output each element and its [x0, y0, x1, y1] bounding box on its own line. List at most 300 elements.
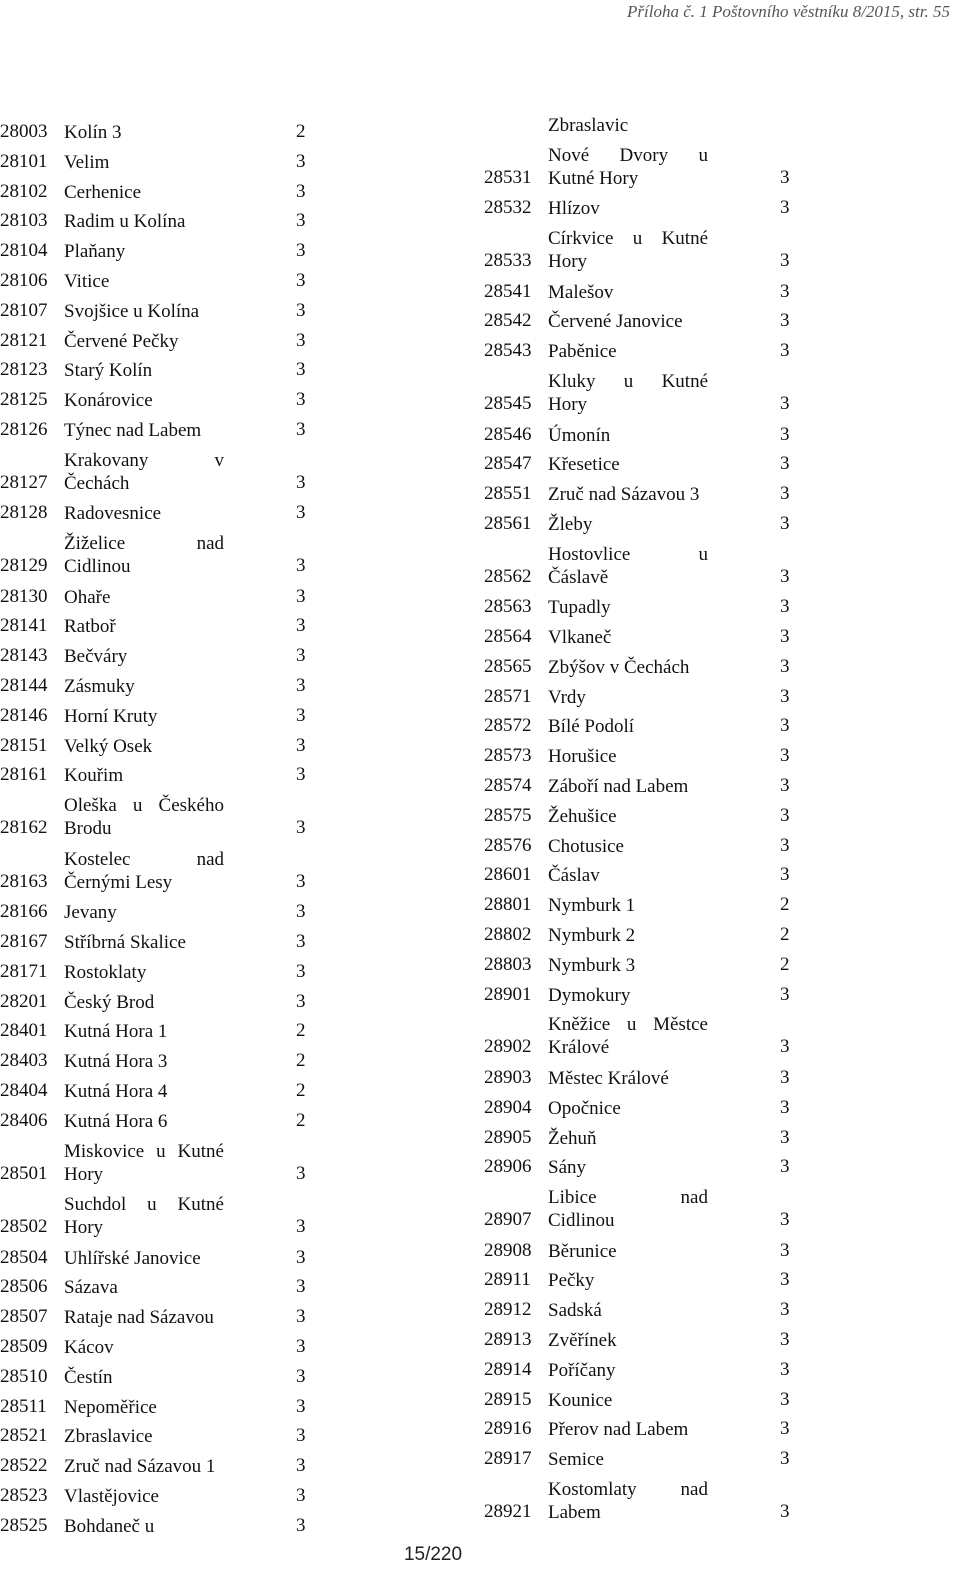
- postal-code: 28171: [0, 960, 48, 982]
- category-value: 3: [780, 1209, 790, 1231]
- place-name-line: Vlastějovice: [64, 1486, 159, 1507]
- place-name-line: Církvice u Kutné: [548, 228, 708, 250]
- category-value: 3: [780, 250, 790, 272]
- category-value: 3: [780, 864, 790, 886]
- place-name: [64, 645, 224, 668]
- category-value: 3: [780, 1418, 790, 1440]
- postal-code: 28501: [0, 1162, 48, 1184]
- category-value: 3: [296, 960, 306, 982]
- place-name: [64, 1396, 224, 1419]
- place-name: [64, 1140, 224, 1186]
- postal-code: 28525: [0, 1514, 48, 1536]
- place-name-line: Čestín: [64, 1366, 113, 1388]
- place-name: [64, 1366, 224, 1389]
- place-name: [548, 1299, 708, 1322]
- postal-code: 28574: [484, 775, 532, 796]
- postal-code: 28905: [484, 1126, 532, 1148]
- postal-code: 28546: [484, 423, 532, 445]
- category-value: 3: [296, 389, 306, 411]
- category-value: 3: [296, 299, 306, 321]
- place-name-line: Kostomlaty nad: [548, 1479, 708, 1500]
- place-name: [64, 389, 224, 412]
- place-name: [64, 586, 224, 609]
- postal-code: 28521: [0, 1425, 48, 1447]
- place-name-line: Hory: [548, 394, 588, 415]
- category-value: 3: [780, 1388, 790, 1410]
- postal-code: 28163: [0, 870, 48, 892]
- place-name: [548, 1389, 708, 1412]
- category-value: 3: [296, 1246, 306, 1268]
- place-name: [548, 1097, 708, 1120]
- postal-code: 28144: [0, 675, 48, 696]
- category-value: 3: [780, 393, 790, 414]
- category-value: 3: [296, 675, 306, 696]
- place-name: [64, 210, 224, 233]
- category-value: 3: [296, 555, 306, 577]
- postal-code: 28911: [484, 1269, 531, 1291]
- category-value: 3: [780, 310, 790, 332]
- place-name: [548, 340, 708, 363]
- category-value: 3: [296, 180, 306, 202]
- postal-code: 28151: [0, 734, 48, 756]
- postal-code: 28523: [0, 1485, 48, 1506]
- category-value: 3: [296, 645, 306, 667]
- place-name-line: Králové: [548, 1037, 610, 1059]
- place-name: [64, 270, 224, 293]
- place-name-line: Krakovany v: [64, 449, 224, 471]
- postal-code: 28601: [484, 864, 532, 886]
- category-value: 3: [296, 1485, 306, 1506]
- category-value: 3: [296, 704, 306, 726]
- place-name-line: Starý Kolín: [64, 360, 153, 382]
- place-name-line: Hory: [64, 1163, 104, 1185]
- place-name-line: Miskovice u Kutné: [64, 1140, 224, 1162]
- page-number: 15/220: [403, 1544, 463, 1565]
- place-name: [64, 735, 224, 758]
- category-value: 3: [780, 1126, 790, 1148]
- place-name-line: Sázava: [64, 1277, 118, 1299]
- place-name-line: Chotusice: [548, 835, 624, 857]
- place-name-line: Hostovlice u: [548, 543, 708, 565]
- postal-code: 28562: [484, 565, 532, 587]
- place-name: [548, 1013, 708, 1059]
- category-value: 3: [780, 1036, 790, 1058]
- category-value: 3: [296, 817, 306, 839]
- place-name-line: Opočnice: [548, 1097, 621, 1119]
- place-name: [548, 483, 708, 506]
- place-name-line: Bílé Podolí: [548, 716, 635, 738]
- place-name-line: Zruč nad Sázavou 1: [64, 1456, 216, 1478]
- category-value: 3: [296, 359, 306, 381]
- postal-code: 28125: [0, 389, 48, 411]
- place-name: [548, 227, 708, 273]
- postal-code: 28121: [0, 329, 48, 351]
- place-name: [548, 835, 708, 858]
- category-value: 3: [296, 585, 306, 607]
- place-name: [64, 764, 224, 787]
- place-name-line: Libice nad: [548, 1187, 708, 1209]
- place-name-line: Červené Janovice: [548, 311, 683, 333]
- place-name: [64, 449, 224, 495]
- place-name-line: Nymburk 1: [548, 895, 636, 917]
- place-name-line: Labem: [548, 1502, 601, 1523]
- category-value: 3: [780, 340, 790, 362]
- category-value: 3: [780, 1358, 790, 1380]
- postal-code: 28915: [484, 1388, 532, 1410]
- place-name: [548, 1156, 708, 1179]
- category-value: 3: [780, 1156, 790, 1178]
- postal-code: 28106: [0, 270, 48, 291]
- place-name: [548, 513, 708, 536]
- category-value: 3: [296, 471, 306, 493]
- postal-code: 28913: [484, 1329, 532, 1350]
- place-name: [548, 1418, 708, 1441]
- place-name-line: Ratboř: [64, 616, 116, 638]
- place-name-line: Bečváry: [64, 646, 128, 668]
- postal-code: 28102: [0, 180, 48, 202]
- place-name-line: Běrunice: [548, 1240, 617, 1262]
- postal-code: 28803: [484, 953, 532, 975]
- postal-code: 28127: [0, 471, 48, 493]
- postal-code: 28404: [0, 1080, 48, 1101]
- place-name-line: Suchdol u Kutné: [64, 1194, 224, 1216]
- category-value: 2: [780, 894, 790, 916]
- place-name-line: Kutná Hora 3: [64, 1051, 168, 1073]
- place-name: [64, 1020, 224, 1043]
- place-name: [64, 794, 224, 840]
- place-name: [64, 1515, 224, 1538]
- place-name: [548, 596, 708, 619]
- place-name-line: Rostoklaty: [64, 961, 147, 983]
- category-value: 3: [780, 715, 790, 737]
- place-name: [64, 1050, 224, 1073]
- place-name: [548, 370, 708, 416]
- place-name-line: Červené Pečky: [64, 330, 179, 352]
- category-value: 3: [780, 453, 790, 475]
- place-name-line: Kutná Hora 1: [64, 1021, 168, 1043]
- place-name: [548, 745, 708, 768]
- postal-code: 28522: [0, 1455, 48, 1477]
- place-name-line: Radovesnice: [64, 503, 162, 525]
- place-name: [548, 144, 708, 190]
- postal-code: 28166: [0, 901, 48, 923]
- category-value: 3: [296, 931, 306, 952]
- category-value: 3: [296, 1306, 306, 1328]
- postal-code: 28802: [484, 924, 532, 945]
- postal-code: 28547: [484, 453, 532, 475]
- place-name-line: Kutná Hora 4: [64, 1081, 168, 1102]
- place-name: [64, 181, 224, 204]
- place-name-line: Jevany: [64, 902, 117, 924]
- place-name: [548, 954, 708, 977]
- category-value: 3: [780, 197, 790, 219]
- place-name-line: Zbýšov v Čechách: [548, 656, 690, 678]
- postal-code: 28201: [0, 990, 48, 1012]
- category-value: 3: [780, 655, 790, 677]
- place-name: [548, 805, 708, 828]
- category-value: 3: [296, 1425, 306, 1447]
- category-value: 3: [296, 901, 306, 923]
- place-name-line: Žehušice: [548, 805, 617, 827]
- place-name-line: Sány: [548, 1157, 586, 1179]
- place-name: [548, 1067, 708, 1090]
- postal-code: 28906: [484, 1156, 532, 1178]
- place-name: [548, 1478, 708, 1524]
- place-name-line: Tupadly: [548, 597, 611, 619]
- place-name: [548, 1359, 708, 1382]
- postal-code: 28545: [484, 393, 532, 414]
- place-name: [548, 864, 708, 887]
- postal-code: 28912: [484, 1299, 532, 1321]
- category-value: 3: [780, 1329, 790, 1350]
- place-name-line: Svojšice u Kolína: [64, 300, 200, 322]
- place-name: [548, 310, 708, 333]
- place-name-line: Úmonín: [548, 424, 611, 446]
- postal-code: 28916: [484, 1418, 532, 1440]
- postal-code: 28561: [484, 512, 532, 534]
- place-name-line: Kutná Hora 6: [64, 1110, 168, 1132]
- category-value: 3: [296, 734, 306, 756]
- place-name: [548, 1448, 708, 1471]
- place-name: [64, 300, 224, 323]
- postal-code: 28571: [484, 685, 532, 707]
- postal-code: 28576: [484, 834, 532, 856]
- place-name: [64, 705, 224, 728]
- place-name-line: Horní Kruty: [64, 705, 158, 727]
- postal-code: 28901: [484, 983, 532, 1005]
- place-name-line: Bohdaneč u: [64, 1515, 155, 1537]
- place-name: [64, 1425, 224, 1448]
- place-name-line: Žleby: [548, 513, 593, 535]
- place-name-line: Cidlinou: [548, 1210, 615, 1232]
- postal-code: 28103: [0, 210, 48, 232]
- place-name-line: Dymokury: [548, 984, 631, 1006]
- postal-code: 28401: [0, 1020, 48, 1042]
- postal-code: 28129: [0, 555, 48, 577]
- category-value: 3: [780, 1299, 790, 1321]
- postal-code: 28908: [484, 1239, 532, 1261]
- category-value: 3: [296, 150, 306, 172]
- postal-code: 28143: [0, 645, 48, 667]
- place-name-line: Vlkaneč: [548, 627, 612, 648]
- place-name: [64, 1485, 224, 1508]
- category-value: 3: [296, 210, 306, 232]
- category-value: 3: [296, 240, 306, 262]
- category-value: 2: [296, 1080, 306, 1101]
- place-name: [548, 1240, 708, 1263]
- postal-code: 28107: [0, 299, 48, 321]
- postal-code: 28575: [484, 804, 532, 826]
- category-value: 3: [780, 745, 790, 767]
- category-value: 3: [296, 1455, 306, 1477]
- postal-code: 28403: [0, 1050, 48, 1072]
- postal-code: 28104: [0, 240, 48, 262]
- place-name-line: Český Brod: [64, 991, 155, 1013]
- postal-code: 28907: [484, 1209, 532, 1231]
- place-name-line: Velký Osek: [64, 735, 153, 757]
- postal-code: 28563: [484, 596, 532, 618]
- place-name: [64, 848, 224, 894]
- category-value: 3: [296, 1336, 306, 1357]
- place-name-line: Kněžice u Městce: [548, 1014, 708, 1036]
- category-value: 3: [780, 565, 790, 587]
- category-value: 3: [296, 990, 306, 1012]
- place-name-line: Hory: [548, 251, 588, 273]
- category-value: 3: [780, 1096, 790, 1118]
- place-name: [64, 1193, 224, 1239]
- category-value: 3: [780, 775, 790, 796]
- place-name-line: Konárovice: [64, 390, 153, 412]
- place-name: [548, 1127, 708, 1150]
- postal-code: 28141: [0, 615, 48, 637]
- postal-code: 28532: [484, 197, 532, 219]
- category-value: 3: [296, 1395, 306, 1417]
- category-value: 3: [780, 512, 790, 534]
- place-name: [548, 715, 708, 738]
- category-value: 3: [780, 1239, 790, 1261]
- category-value: 2: [780, 953, 790, 975]
- category-value: 2: [780, 924, 790, 945]
- place-name: [64, 615, 224, 638]
- postal-code: 28509: [0, 1336, 48, 1357]
- postal-code: 28506: [0, 1276, 48, 1298]
- place-name: [548, 543, 708, 589]
- place-name-line: Zbraslavice: [64, 1426, 153, 1448]
- category-value: 2: [296, 1020, 306, 1042]
- place-name-line: Poříčany: [548, 1359, 616, 1381]
- place-name-line: Malešov: [548, 281, 614, 303]
- place-name: [548, 775, 708, 798]
- place-name-line: Sadská: [548, 1300, 602, 1322]
- place-name-line: Městec Králové: [548, 1067, 669, 1089]
- category-value: 3: [296, 1514, 306, 1536]
- place-name: [548, 924, 708, 947]
- place-name: [64, 1276, 224, 1299]
- place-name-line: Brodu: [64, 818, 112, 840]
- category-value: 3: [780, 423, 790, 445]
- postal-code: 28126: [0, 419, 48, 440]
- place-name: [548, 197, 708, 220]
- postal-code: 28564: [484, 626, 532, 647]
- place-name-line: Pečky: [548, 1270, 595, 1292]
- place-name-line: Cerhenice: [64, 181, 142, 203]
- place-name-line: Kouřim: [64, 765, 124, 787]
- place-name: [64, 330, 224, 353]
- place-name-line: Vrdy: [548, 686, 586, 708]
- place-name-line: Kounice: [548, 1389, 613, 1411]
- place-name: [64, 359, 224, 382]
- postal-code: 28123: [0, 359, 48, 381]
- postal-code: 28921: [484, 1501, 532, 1522]
- place-name: [548, 1269, 708, 1292]
- category-value: 3: [780, 685, 790, 707]
- place-name-line: Stříbrná Skalice: [64, 932, 186, 953]
- category-value: 3: [780, 626, 790, 647]
- postal-code: 28904: [484, 1096, 532, 1118]
- place-name-line: Nepoměřice: [64, 1396, 157, 1418]
- category-value: 2: [296, 1109, 306, 1131]
- category-value: 3: [780, 804, 790, 826]
- place-name-line: Zruč nad Sázavou 3: [548, 484, 700, 506]
- postal-code: 28130: [0, 585, 48, 607]
- place-name: [64, 1336, 224, 1359]
- category-value: 3: [296, 1216, 306, 1238]
- place-name-line: Čechách: [64, 472, 130, 494]
- postal-code: 28914: [484, 1358, 532, 1380]
- place-name: [548, 1186, 708, 1232]
- place-name: [64, 901, 224, 924]
- place-name: [64, 1247, 224, 1270]
- place-name: [548, 686, 708, 709]
- place-name-line: Kutné Hory: [548, 167, 639, 189]
- postal-code: 28101: [0, 150, 48, 172]
- category-value: 3: [780, 1269, 790, 1291]
- category-value: 3: [296, 270, 306, 291]
- place-name-line: Cidlinou: [64, 556, 131, 578]
- postal-code: 28510: [0, 1365, 48, 1387]
- postal-code: 28167: [0, 931, 48, 952]
- place-name: [64, 991, 224, 1014]
- place-name-line: Plaňany: [64, 241, 126, 263]
- place-name: [64, 151, 224, 174]
- postal-code: 28801: [484, 894, 532, 916]
- place-name-line: Přerov nad Labem: [548, 1419, 689, 1441]
- category-value: 2: [296, 1050, 306, 1072]
- postal-code: 28541: [484, 280, 532, 302]
- category-value: 3: [296, 1276, 306, 1298]
- place-name-line: Kluky u Kutné: [548, 371, 708, 392]
- category-value: 3: [296, 502, 306, 524]
- category-value: 3: [296, 764, 306, 786]
- place-name-line: Zbraslavic: [548, 115, 629, 136]
- postal-code: 28162: [0, 817, 48, 839]
- place-name-line: Zásmuky: [64, 676, 135, 697]
- place-name: [548, 114, 708, 137]
- category-value: 3: [780, 983, 790, 1005]
- category-value: 3: [296, 419, 306, 440]
- category-value: 3: [780, 1448, 790, 1470]
- postal-code: 28146: [0, 704, 48, 726]
- place-name-line: Kolín 3: [64, 122, 122, 143]
- place-name-line: Hlízov: [548, 198, 600, 220]
- category-value: 3: [780, 834, 790, 856]
- postal-code: 28551: [484, 483, 532, 505]
- place-name-line: Čáslavě: [548, 566, 609, 588]
- place-name-line: Nymburk 3: [548, 954, 636, 976]
- place-name-line: Semice: [548, 1449, 604, 1471]
- category-value: 3: [780, 1066, 790, 1088]
- postal-code: 28161: [0, 764, 48, 786]
- postal-code: 28543: [484, 340, 532, 362]
- postal-code: 28507: [0, 1306, 48, 1328]
- postal-code: 28406: [0, 1109, 48, 1131]
- category-value: 3: [780, 280, 790, 302]
- postal-code: 28542: [484, 310, 532, 332]
- place-name-line: Žehuň: [548, 1127, 597, 1149]
- place-name-line: Velim: [64, 151, 110, 173]
- place-name: [64, 1110, 224, 1133]
- postal-code: 28917: [484, 1448, 532, 1470]
- place-name-line: Vitice: [64, 271, 110, 292]
- place-name: [548, 894, 708, 917]
- category-value: 3: [296, 1162, 306, 1184]
- category-value: 3: [296, 1365, 306, 1387]
- place-name-line: Kácov: [64, 1337, 114, 1358]
- place-name: [64, 532, 224, 578]
- postal-code: 28903: [484, 1066, 532, 1088]
- place-name: [548, 626, 708, 649]
- place-name-line: Oleška u Českého: [64, 795, 224, 817]
